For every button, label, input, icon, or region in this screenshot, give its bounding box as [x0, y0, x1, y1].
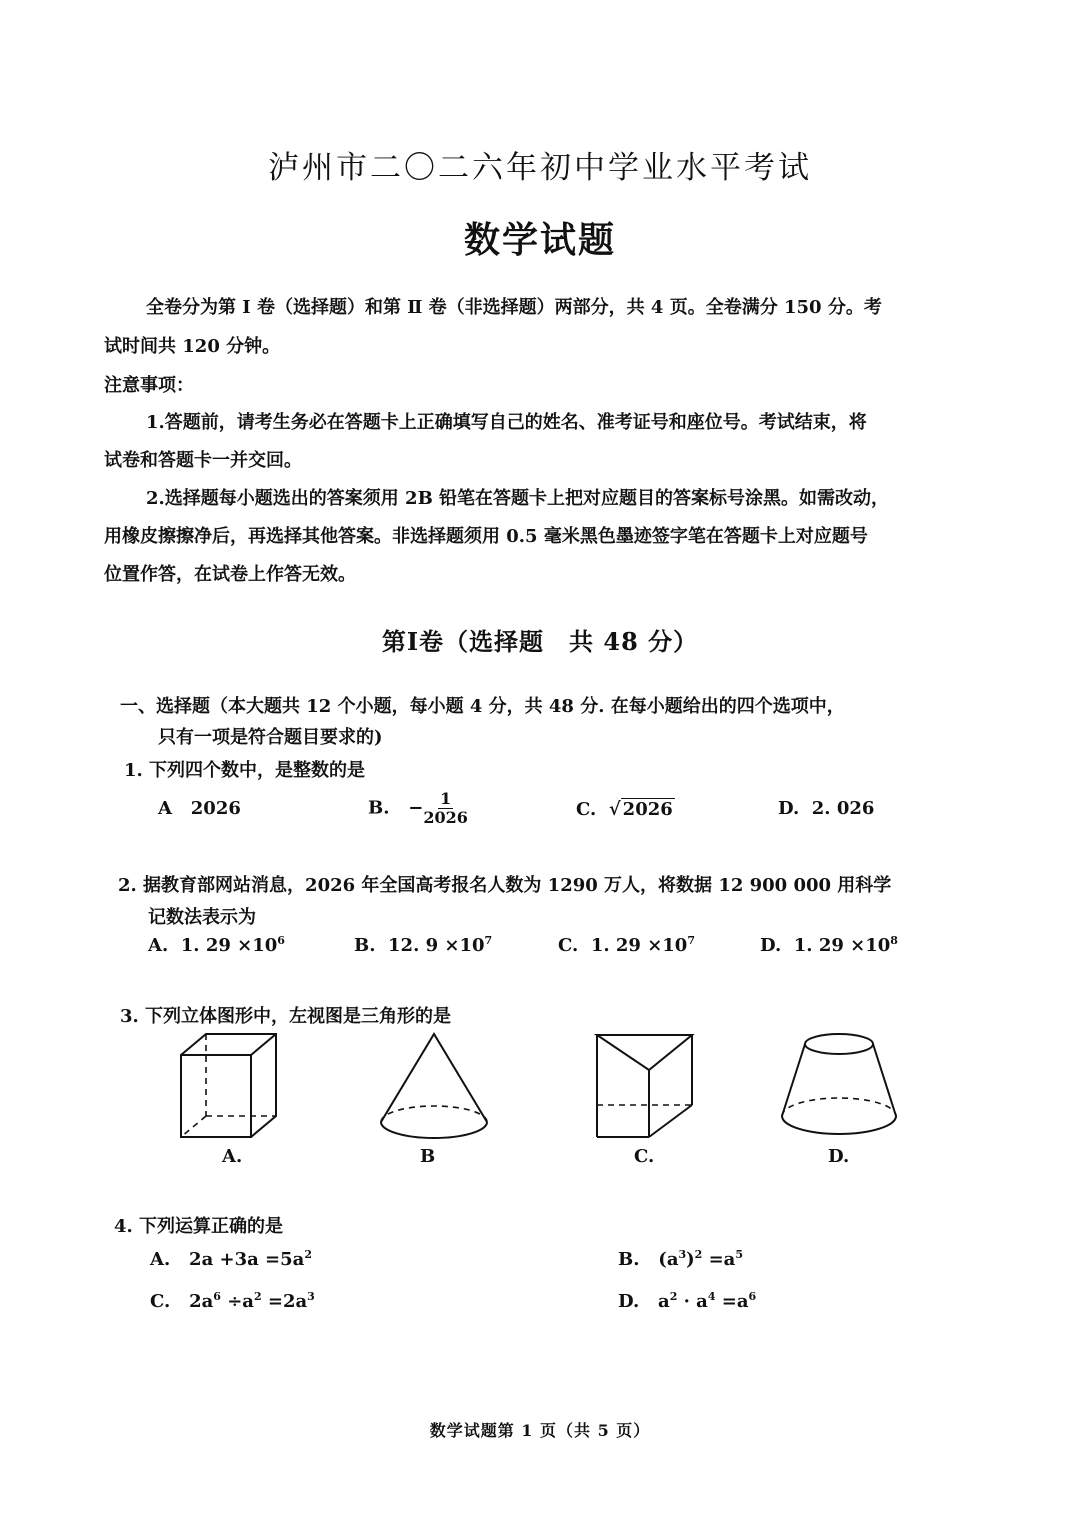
q4-d-part-2: · a — [677, 1291, 708, 1312]
intro-line-1: 全卷分为第 Ⅰ 卷（选择题）和第 Ⅱ 卷（非选择题）两部分，共 4 页。全卷满分 150 分。考 — [146, 297, 882, 318]
note-1-line-2: 试卷和答题卡一并交回。 — [104, 450, 302, 471]
q4-c-exp-1: 6 — [213, 1290, 221, 1303]
q4-d-part-3: =a — [715, 1291, 749, 1312]
q1-d-label: D. — [778, 798, 800, 819]
q1-option-a — [158, 798, 241, 819]
q2-stem-line-1: 2. 据教育部网站消息，2026 年全国高考报名人数为 1290 万人，将数据 12 900 000 用科学 — [118, 875, 892, 896]
q1-d-value: 2. 026 — [811, 798, 875, 819]
q2-option-d — [760, 934, 898, 956]
q1-b-denominator: 2026 — [423, 808, 468, 827]
q4-c-part-2: ÷a — [220, 1291, 254, 1312]
q4-b-exp-2: 2 — [694, 1248, 703, 1261]
q2-d-exponent: 8 — [890, 934, 898, 947]
q4-c-exp-3: 3 — [307, 1290, 315, 1303]
q4-option-a — [150, 1248, 312, 1270]
q4-a-label: A. — [150, 1249, 171, 1270]
q4-d-part-1: a — [658, 1291, 670, 1312]
cube-figure — [176, 1030, 282, 1142]
q2-a-base: 1. 29 ×10 — [180, 935, 278, 956]
cone-figure — [374, 1030, 494, 1146]
q2-c-base: 1. 29 ×10 — [590, 935, 688, 956]
q1-a-label: A — [158, 798, 172, 819]
q2-b-base: 12. 9 ×10 — [388, 935, 485, 956]
q3-label-c: C. — [634, 1146, 655, 1167]
note-1-line-1: 1.答题前，请考生务必在答题卡上正确填写自己的姓名、准考证号和座位号。考试结束，将 — [146, 412, 867, 433]
note-2-line-1: 2.选择题每小题选出的答案须用 2B 铅笔在答题卡上把对应题目的答案标号涂黑。如需改动， — [146, 488, 890, 509]
q1-stem: 1. 下列四个数中，是整数的是 — [124, 760, 366, 781]
q4-b-exp-1: 3 — [678, 1248, 687, 1261]
q4-d-exp-3: 6 — [748, 1290, 757, 1303]
intro-line-2: 试时间共 120 分钟。 — [104, 336, 281, 357]
q2-option-b — [354, 934, 492, 956]
q1-c-label: C. — [576, 799, 597, 820]
q4-d-label: D. — [618, 1291, 640, 1312]
exam-title: 泸州市二〇二六年初中学业水平考试 — [268, 150, 812, 186]
prism-figure — [592, 1030, 698, 1142]
q4-b-exp-3: 5 — [735, 1248, 743, 1261]
frustum-figure — [776, 1030, 902, 1148]
q3-label-d: D. — [828, 1146, 850, 1167]
q3-stem: 3. 下列立体图形中，左视图是三角形的是 — [120, 1006, 452, 1027]
q4-a-exp-1: 2 — [304, 1248, 312, 1261]
q2-c-label: C. — [558, 935, 579, 956]
q3-label-a: A. — [222, 1146, 243, 1167]
q4-c-exp-2: 2 — [253, 1290, 262, 1303]
q4-a-expr: 2a +3a =5a — [189, 1249, 305, 1270]
q2-c-exponent: 7 — [687, 934, 695, 947]
q4-b-part-3: =a — [702, 1249, 736, 1270]
q1-b-fraction — [423, 790, 468, 827]
note-2-line-3: 位置作答，在试卷上作答无效。 — [104, 564, 356, 585]
q1-option-b — [368, 790, 468, 827]
q2-d-base: 1. 29 ×10 — [793, 935, 891, 956]
q1-a-value: 2026 — [190, 798, 241, 819]
q1-c-sqrt-sign: √ — [608, 799, 621, 820]
note-2-line-2: 用橡皮擦擦净后，再选择其他答案。非选择题须用 0.5 毫米黑色墨迹签字笔在答题卡上对应题号 — [104, 526, 868, 547]
q2-option-a — [148, 934, 285, 956]
q4-c-label: C. — [150, 1291, 171, 1312]
q4-b-part-2: ) — [686, 1249, 695, 1270]
q4-c-part-3: =2a — [261, 1291, 308, 1312]
q4-b-part-1: (a — [658, 1249, 679, 1270]
q1-option-c — [576, 798, 675, 820]
q4-d-exp-2: 4 — [707, 1290, 716, 1303]
q2-d-label: D. — [760, 935, 782, 956]
page-footer: 数学试题第 1 页（共 5 页） — [429, 1421, 651, 1440]
q1-b-label: B. — [368, 797, 390, 819]
q2-a-label: A. — [148, 935, 169, 956]
q1-option-d — [778, 798, 874, 819]
q4-b-label: B. — [618, 1249, 640, 1270]
q2-option-c — [558, 934, 695, 956]
q2-b-exponent: 7 — [484, 934, 493, 947]
q4-option-d — [618, 1290, 756, 1312]
q4-c-part-1: 2a — [189, 1291, 214, 1312]
q4-option-c — [150, 1290, 315, 1312]
q2-stem-line-2: 记数法表示为 — [148, 907, 256, 928]
q4-d-exp-1: 2 — [669, 1290, 678, 1303]
q1-b-sign: − — [408, 797, 424, 819]
part1-heading-line-2: 只有一项是符合题目要求的) — [158, 727, 383, 748]
q1-c-radicand: 2026 — [622, 799, 673, 820]
q4-stem: 4. 下列运算正确的是 — [114, 1216, 284, 1237]
exam-subtitle: 数学试题 — [463, 219, 616, 261]
part1-heading-line-1: 一、选择题（本大题共 12 个小题，每小题 4 分，共 48 分. 在每小题给出的四个选项中， — [120, 696, 845, 717]
notes-heading: 注意事项： — [104, 375, 194, 396]
q4-option-b — [618, 1248, 743, 1270]
q2-b-label: B. — [354, 935, 376, 956]
q3-label-b: B — [420, 1146, 436, 1167]
q2-a-exponent: 6 — [277, 934, 285, 947]
q1-b-numerator: 1 — [440, 789, 452, 808]
section-title: 第Ⅰ卷（选择题 共 48 分） — [381, 627, 699, 656]
